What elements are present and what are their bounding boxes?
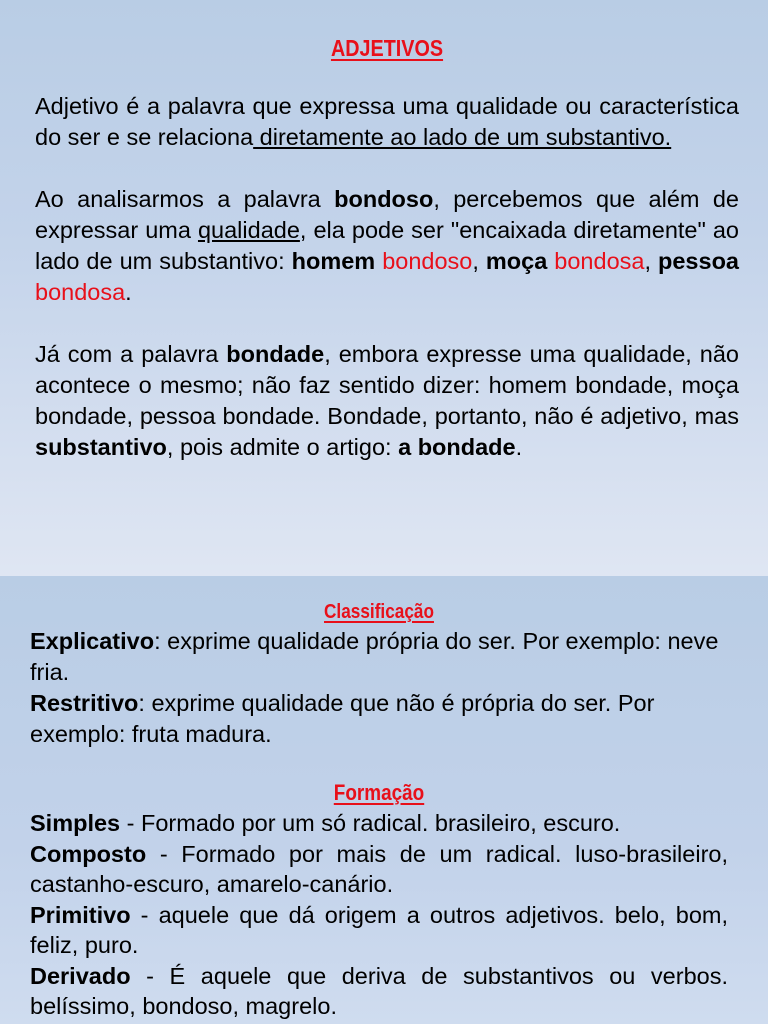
slide-title: ADJETIVOS: [330, 35, 444, 61]
slide-classificacao-formacao: [0, 576, 768, 1024]
text: , ela pode ser "encaixada diretamente" ao lado de um substantivo:: [35, 217, 739, 274]
text: , embora expresse uma qualidade, não acontece o mesmo; não faz sentido dizer: homem bondade, moça bondade, pessoa bondade. Bondade, portanto, não é adjetivo, mas: [35, 341, 739, 429]
formacao-list: [30, 808, 728, 1022]
text: ,: [472, 248, 486, 274]
formacao-item: [30, 839, 728, 900]
text: .: [515, 434, 523, 460]
definition-underlined-text: diretamente ao lado de um substantivo.: [253, 124, 672, 150]
item-term: Explicativo: [30, 628, 155, 654]
text: , percebemos que além de expressar uma: [35, 186, 739, 243]
definition-text: Adjetivo é a palavra que expressa uma qualidade ou característica do ser e se relaciona: [35, 93, 739, 150]
text: Já com a palavra: [35, 341, 227, 367]
bold-term: a bondade: [398, 434, 516, 460]
item-text: - Formado por mais de um radical. luso-brasileiro, castanho-escuro, amarelo-canário.: [30, 840, 728, 897]
text: ,: [644, 248, 658, 274]
red-example: bondosa: [547, 248, 645, 274]
bold-term: substantivo: [35, 434, 167, 460]
item-term: Restritivo: [30, 690, 139, 716]
text: .: [125, 279, 132, 305]
bold-term: bondade: [226, 341, 325, 367]
item-text: - aquele que dá origem a outros adjetivos. belo, bom, feliz, puro.: [30, 901, 728, 958]
bondade-paragraph: [35, 339, 739, 463]
text: Ao analisarmos a palavra: [35, 186, 335, 212]
classificacao-item: [30, 626, 728, 688]
formacao-title: Formação: [333, 780, 425, 805]
classificacao-item: [30, 688, 728, 750]
formacao-item: [30, 808, 728, 839]
item-text: : exprime qualidade que não é própria do ser. Por exemplo: fruta madura.: [30, 690, 655, 747]
text: , pois admite o artigo:: [166, 434, 399, 460]
bondoso-paragraph: [35, 184, 739, 308]
formacao-item: [30, 961, 728, 1022]
bold-term: bondoso: [334, 186, 434, 212]
definition-paragraph: [35, 91, 739, 153]
bold-term: homem: [291, 248, 376, 274]
classificacao-list: [30, 626, 728, 750]
item-text: - É aquele que deriva de substantivos ou verbos. belíssimo, bondoso, magrelo.: [30, 962, 728, 1019]
item-term: Primitivo: [30, 901, 131, 928]
item-term: Composto: [30, 840, 147, 867]
item-term: Derivado: [30, 962, 131, 989]
red-example: bondosa: [35, 279, 126, 305]
item-text: : exprime qualidade própria do ser. Por exemplo: neve fria.: [30, 628, 719, 685]
bold-term: moça: [485, 248, 548, 274]
item-term: Simples: [30, 810, 121, 836]
underlined-term: qualidade: [197, 217, 300, 243]
red-example: bondoso: [375, 248, 473, 274]
item-text: - Formado por um só radical. brasileiro, escuro.: [120, 810, 621, 836]
classificacao-title: Classificação: [324, 601, 434, 623]
formacao-item: [30, 900, 728, 961]
bold-term: pessoa: [658, 248, 739, 274]
